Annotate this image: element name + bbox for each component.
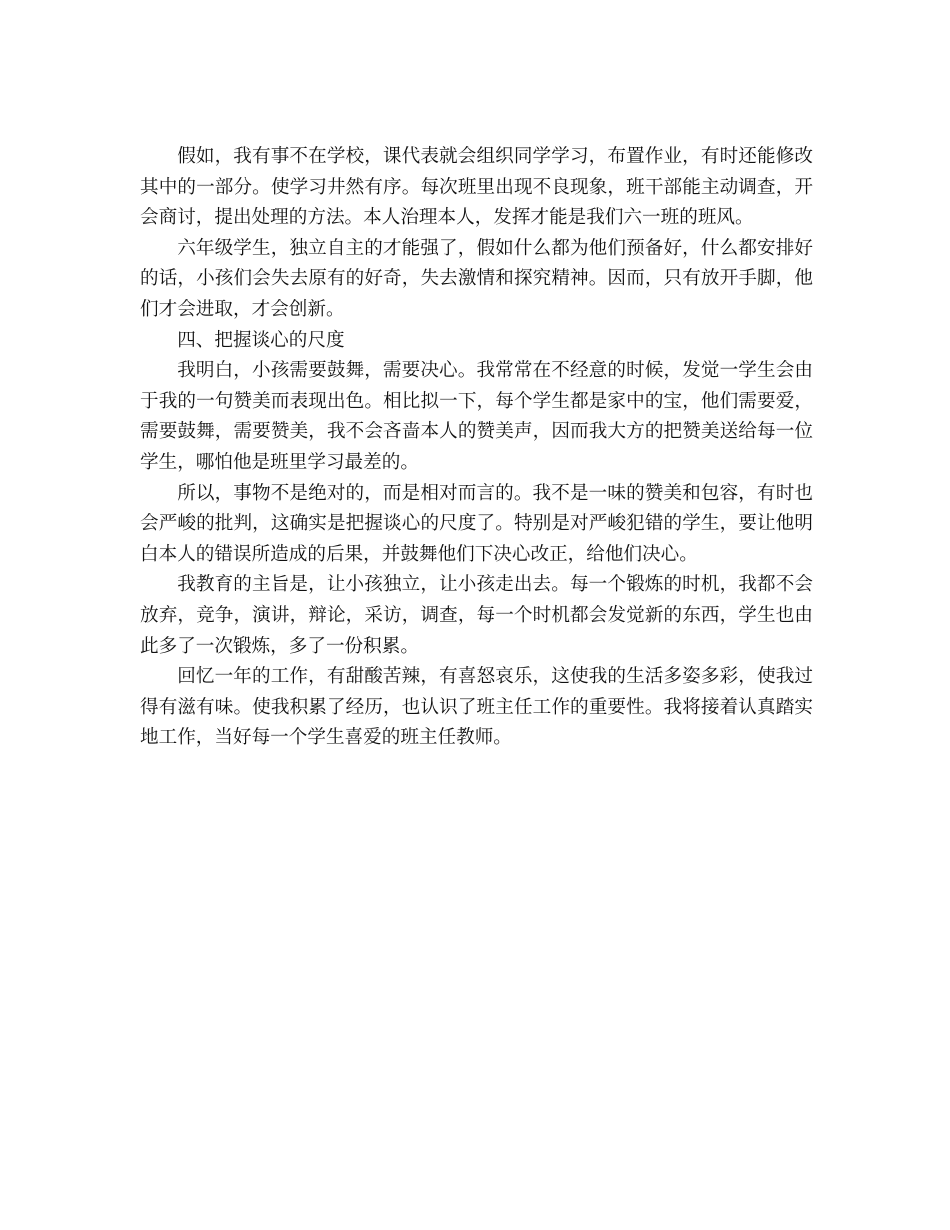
paragraph-education-aim: 我教育的主旨是，让小孩独立，让小孩走出去。每一个锻炼的时机，我都不会放弃，竞争，演讲，辩论，采访，调查，每一个时机都会发觉新的东西，学生也由此多了一次锻炼，多了一份积累。: [140, 574, 813, 657]
document-page: [140, 142, 813, 754]
paragraph-review: 回忆一年的工作，有甜酸苦辣，有喜怒哀乐，这使我的生活多姿多彩，使我过得有滋有味。使我积累了经历，也认识了班主任工作的重要性。我将接着认真踏实地工作，当好每一个学生喜爱的班主任教师。: [140, 666, 813, 749]
paragraph-criticism: 所以，事物不是绝对的，而是相对而言的。我不是一味的赞美和包容，有时也会严峻的批判，这确实是把握谈心的尺度了。特别是对严峻犯错的学生，要让他明白本人的错误所造成的后果，并鼓舞他们下决心改正，给他们决心。: [140, 482, 813, 565]
paragraph-encouragement: 我明白，小孩需要鼓舞，需要决心。我常常在不经意的时候，发觉一学生会由于我的一句赞美而表现出色。相比拟一下，每个学生都是家中的宝，他们需要爱，需要鼓舞，需要赞美，我不会吝啬本人的赞美声，因而我大方的把赞美送给每一位学生，哪怕他是班里学习最差的。: [140, 360, 813, 473]
paragraph-class-monitor: 假如，我有事不在学校，课代表就会组织同学学习，布置作业，有时还能修改其中的一部分。使学习井然有序。每次班里出现不良现象，班干部能主动调查，开会商讨，提出处理的方法。本人治理本人，发挥才能是我们六一班的班风。: [140, 146, 813, 229]
paragraph-independence: 六年级学生，独立自主的才能强了，假如什么都为他们预备好，什么都安排好的话，小孩们会失去原有的好奇，失去激情和探究精神。因而，只有放开手脚，他们才会进取，才会创新。: [140, 237, 813, 320]
section-heading: 四、把握谈心的尺度: [177, 329, 345, 351]
